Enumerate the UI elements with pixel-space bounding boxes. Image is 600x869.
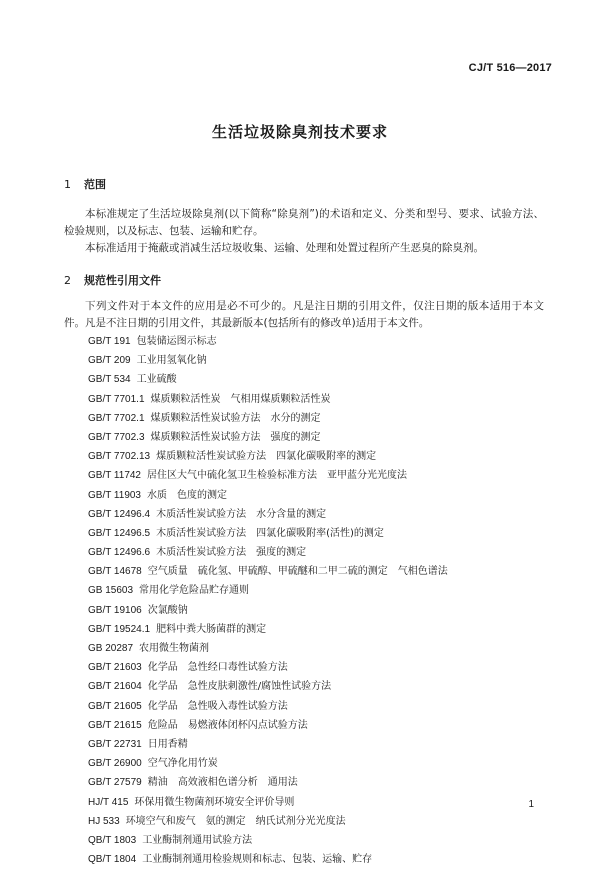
reference-code: GB/T 11742 [88,470,141,482]
reference-title: 空气净化用竹炭 [147,758,218,770]
reference-title: 木质活性炭试验方法 四氯化碳吸附率(活性)的测定 [156,527,384,539]
scope-paragraph: 本标准适用于掩蔽或消减生活垃圾收集、运输、处理和处置过程所产生恶臭的除臭剂。 [85,242,484,254]
reference-code: GB/T 7702.3 [88,431,145,443]
reference-title: 煤质颗粒活性炭试验方法 水分的测定 [150,412,321,424]
reference-item [88,351,448,370]
reference-item [88,658,448,677]
reference-item [88,370,448,389]
reference-item [88,677,448,696]
reference-code: GB/T 534 [88,374,131,386]
reference-item [88,850,448,869]
reference-title: 木质活性炭试验方法 强度的测定 [156,547,307,559]
reference-item [88,332,448,351]
reference-code: GB/T 21604 [88,681,142,693]
reference-title: 煤质颗粒活性炭试验方法 四氯化碳吸附率的测定 [156,451,377,463]
reference-item [88,486,448,505]
reference-title: 农用微生物菌剂 [139,643,210,654]
reference-item [88,447,448,466]
reference-code: GB 20287 [88,643,134,654]
reference-code: HJ/T 415 [88,796,129,808]
reference-title: 工业酶制剂通用试验方法 [142,834,253,846]
reference-code: GB/T 7702.1 [88,412,145,424]
reference-title: 次氯酸钠 [147,604,188,616]
section-heading-normative-references [64,272,161,288]
reference-title: 化学品 急性吸入毒性试验方法 [147,700,288,712]
reference-code: GB/T 7702.13 [88,451,151,463]
reference-code: GB/T 12496.6 [88,547,151,559]
reference-item [88,562,448,581]
reference-code: GB/T 21615 [88,719,142,731]
reference-title: 煤质颗粒活性炭 气相用煤质颗粒活性炭 [150,393,331,405]
reference-item [88,773,448,792]
reference-title: 化学品 急性经口毒性试验方法 [147,662,288,674]
reference-title: 包装储运图示标志 [136,336,217,347]
reference-item [88,601,448,620]
reference-code: QB/T 1803 [88,834,137,846]
reference-title: 居住区大气中硫化氢卫生检验标准方法 亚甲蓝分光光度法 [147,470,407,482]
section-heading-scope [64,176,106,192]
reference-item [88,390,448,409]
reference-code: QB/T 1804 [88,854,137,866]
reference-item [88,505,448,524]
reference-title: 水质 色度的测定 [147,489,227,501]
reference-title: 常用化学危险品贮存通则 [139,585,250,597]
reference-code: GB/T 11903 [88,489,141,501]
reference-code: GB/T 191 [88,336,131,347]
reference-code: HJ 533 [88,815,120,827]
reference-title: 煤质颗粒活性炭试验方法 强度的测定 [150,431,321,443]
reference-item [88,620,448,639]
reference-title: 空气质量 硫化氢、甲硫醇、甲硫醚和二甲二硫的测定 气相色谱法 [147,566,448,578]
references-intro-paragraph: 下列文件对于本文件的应用是必不可少的。凡是注日期的引用文件，仅注日期的版本适用于本文件。凡是不注日期的引用文件，其最新版本(包括所有的修改单)适用于本文件。 [64,300,544,329]
reference-item [88,831,448,850]
section-number: 2 [64,274,71,287]
standard-code: CJ/T 516—2017 [468,62,552,74]
reference-title: 木质活性炭试验方法 水分含量的测定 [156,508,327,520]
reference-code: GB/T 19524.1 [88,623,151,635]
reference-title: 化学品 急性皮肤刺激性/腐蚀性试验方法 [147,681,332,693]
section-number: 1 [64,178,71,191]
reference-code: GB/T 22731 [88,738,142,750]
section-title: 规范性引用文件 [84,274,161,287]
reference-item [88,409,448,428]
document-title: 生活垃圾除臭剂技术要求 [211,123,388,141]
scope-paragraph: 本标准规定了生活垃圾除臭剂(以下简称“除臭剂”)的术语和定义、分类和型号、要求、试验方法、检验规则，以及标志、包装、运输和贮存。 [64,208,544,237]
reference-title: 环境空气和废气 氨的测定 纳氏试剂分光光度法 [125,815,346,827]
reference-list [88,332,448,869]
reference-item [88,754,448,773]
reference-item [88,639,448,658]
reference-code: GB/T 7701.1 [88,393,145,405]
reference-item [88,793,448,812]
reference-code: GB/T 12496.5 [88,527,151,539]
reference-title: 工业硫酸 [136,374,177,386]
reference-item [88,543,448,562]
page-number: 1 [528,799,534,810]
reference-item [88,428,448,447]
reference-item [88,581,448,600]
reference-code: GB/T 14678 [88,566,142,578]
reference-item [88,716,448,735]
reference-code: GB/T 21605 [88,700,142,712]
reference-code: GB 15603 [88,585,134,597]
reference-item [88,524,448,543]
reference-title: 危险品 易燃液体闭杯闪点试验方法 [147,719,308,731]
reference-code: GB/T 12496.4 [88,508,151,520]
reference-code: GB/T 27579 [88,777,142,789]
reference-code: GB/T 21603 [88,662,142,674]
reference-title: 肥料中粪大肠菌群的测定 [156,623,267,635]
reference-item [88,735,448,754]
reference-title: 工业酶制剂通用检验规则和标志、包装、运输、贮存 [142,854,373,866]
reference-code: GB/T 26900 [88,758,142,770]
reference-title: 日用香精 [147,738,188,750]
reference-title: 环保用微生物菌剂环境安全评价导则 [134,796,295,808]
reference-title: 精油 高效液相色谱分析 通用法 [147,777,298,789]
reference-item [88,812,448,831]
reference-title: 工业用氢氧化钠 [136,355,207,367]
section-title: 范围 [84,178,106,191]
reference-item [88,697,448,716]
reference-item [88,466,448,485]
reference-code: GB/T 209 [88,355,131,367]
reference-code: GB/T 19106 [88,604,142,616]
